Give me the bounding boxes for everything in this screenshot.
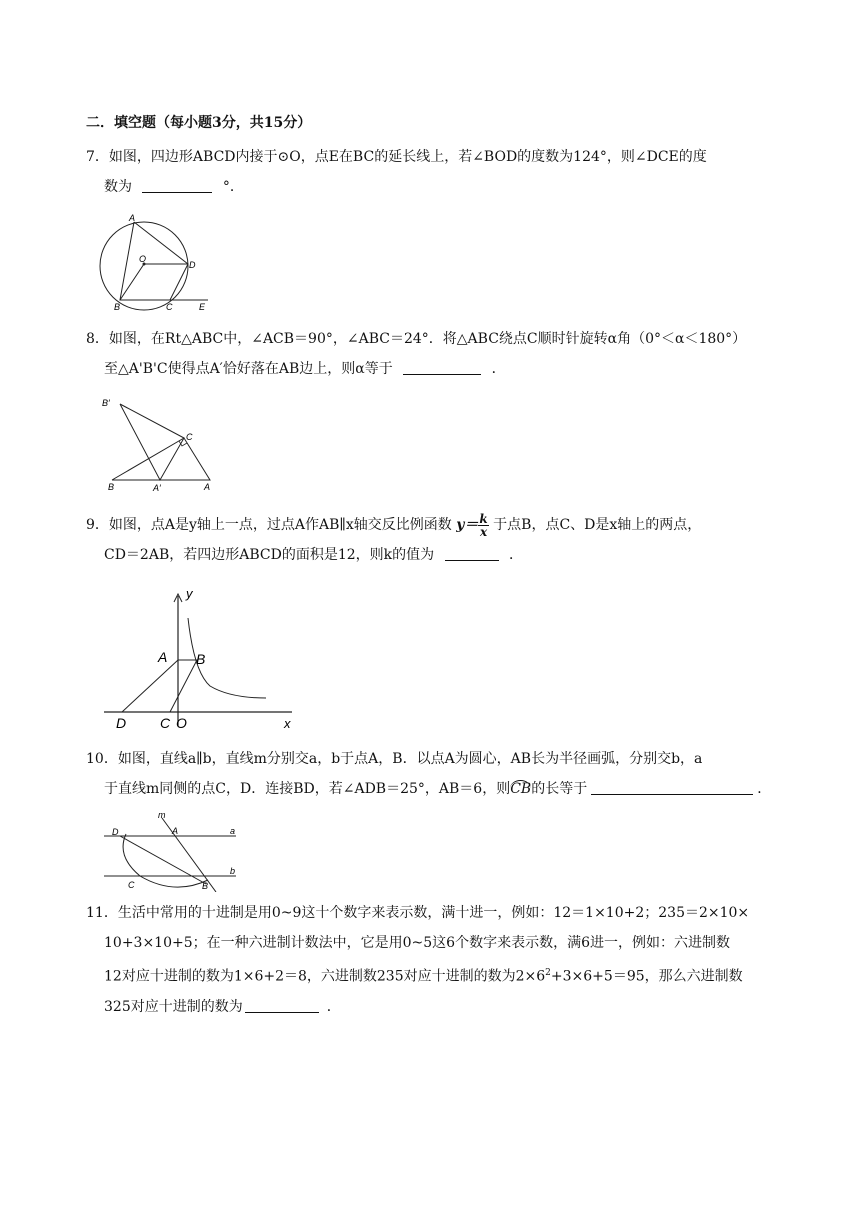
q7-answer-blank[interactable] <box>142 178 212 193</box>
q10-label-b: b <box>230 866 236 876</box>
q11-line1: 11．生活中常用的十进制是用0~9这十个数字来表示数，满十进一，例如：12＝1×10+2；235＝2×10× <box>86 905 750 921</box>
question-7 <box>86 142 806 202</box>
q7-line1: 7．如图，四边形ABCD内接于⊙O，点E在BC的延长线上，若∠BOD的度数为124°，则∠DCE的度 <box>86 149 707 165</box>
q10-label-C: C <box>128 880 135 890</box>
q7-label-A: A <box>129 213 136 223</box>
q7-line2-suffix: °． <box>222 179 244 195</box>
q10-label-D: D <box>112 827 119 837</box>
q9-answer-blank[interactable] <box>445 546 499 561</box>
q9-fraction-numerator: k <box>479 511 488 526</box>
q11-line3-b: +3×6+5＝95，那么六进制数 <box>550 968 743 985</box>
q9-axis-x-label: x <box>284 716 291 731</box>
q8-label-B-prime: B′ <box>102 398 110 408</box>
q9-fraction-denominator: x <box>479 524 488 539</box>
q9-fraction <box>478 513 488 538</box>
q10-line2-prefix: 于直线m同侧的点C，D．连接BD，若∠ADB＝25°，AB＝6，则 <box>104 781 511 797</box>
q8-answer-blank[interactable] <box>403 360 481 375</box>
q8-label-B: B <box>108 482 115 492</box>
q9-line2-prefix: CD＝2AB，若四边形ABCD的面积是12，则k的值为 <box>104 547 435 563</box>
q11-exponent: 2 <box>545 968 551 978</box>
q9-label-A: A <box>158 649 168 665</box>
q11-line3 <box>86 958 806 992</box>
question-9 <box>86 510 806 570</box>
q8-line2-prefix: 至△A'B'C使得点A′恰好落在AB边上，则α等于 <box>104 361 393 377</box>
question-8 <box>86 324 806 384</box>
q10-figure <box>100 808 240 892</box>
q9-line2 <box>86 540 806 570</box>
q10-label-m: m <box>158 810 166 820</box>
q9-func-prefix: y＝ <box>456 517 479 533</box>
q7-line2 <box>86 172 806 202</box>
q11-line4 <box>86 992 806 1022</box>
q8-figure <box>100 394 220 494</box>
q9-line1-b: 于点B，点C、D是x轴上的两点， <box>493 517 702 533</box>
q11-line4-suffix: ． <box>326 998 341 1015</box>
q7-label-C: C <box>166 302 173 312</box>
q10-line2-mid: 的长等于 <box>531 781 588 797</box>
q9-figure <box>100 586 300 732</box>
q10-answer-blank[interactable] <box>591 780 753 795</box>
q9-line2-suffix: ． <box>509 547 524 563</box>
q10-label-a: a <box>230 826 236 836</box>
q10-arc-label: CB <box>510 781 532 797</box>
q8-line2-suffix: ． <box>491 361 506 377</box>
q10-label-B: B <box>202 881 209 891</box>
section-title: 二．填空题（每小题3分，共15分） <box>86 115 312 131</box>
q10-line1: 10．如图，直线a∥b，直线m分别交a，b于点A，B．以点A为圆心，AB长为半径画弧，分别交b，a <box>86 751 703 767</box>
q8-label-C: C <box>186 432 193 442</box>
q9-line1 <box>86 510 806 540</box>
q8-label-A: A <box>204 482 211 492</box>
q8-line1: 8．如图，在Rt△ABC中，∠ACB＝90°，∠ABC＝24°．将△ABC绕点C顺时针旋转α角（0°＜α＜180°） <box>86 331 747 347</box>
q7-label-E: E <box>199 302 206 312</box>
q9-axis-y-label: y <box>186 586 193 601</box>
q9-label-B: B <box>196 651 206 667</box>
q7-label-O: O <box>139 254 147 264</box>
q9-label-D: D <box>116 715 127 731</box>
q9-label-C: C <box>160 715 171 731</box>
q10-line2 <box>86 774 806 804</box>
q11-line4-prefix: 325对应十进制的数为 <box>104 998 243 1015</box>
q9-label-O: O <box>176 715 187 731</box>
q11-line3-a: 12对应十进制的数为1×6+2＝8，六进制数235对应十进制的数为2×6 <box>104 968 546 985</box>
q7-line2-prefix: 数为 <box>104 179 132 195</box>
question-10 <box>86 744 806 804</box>
q10-label-A: A <box>172 826 179 836</box>
q9-line1-a: 9．如图，点A是y轴上一点，过点A作AB∥x轴交反比例函数 <box>86 517 452 533</box>
q10-line2-suffix: ． <box>757 781 772 797</box>
q7-label-D: D <box>189 260 196 270</box>
q8-line2 <box>86 354 806 384</box>
question-11 <box>86 898 806 1022</box>
q11-answer-blank[interactable] <box>245 998 319 1013</box>
q7-label-B: B <box>114 302 121 312</box>
q11-line2: 10+3×10+5；在一种六进制计数法中，它是用0~5这6个数字来表示数，满6进一，例如：六进制数 <box>104 935 730 951</box>
q7-figure <box>96 212 216 314</box>
q8-label-A-prime: A′ <box>153 483 161 493</box>
